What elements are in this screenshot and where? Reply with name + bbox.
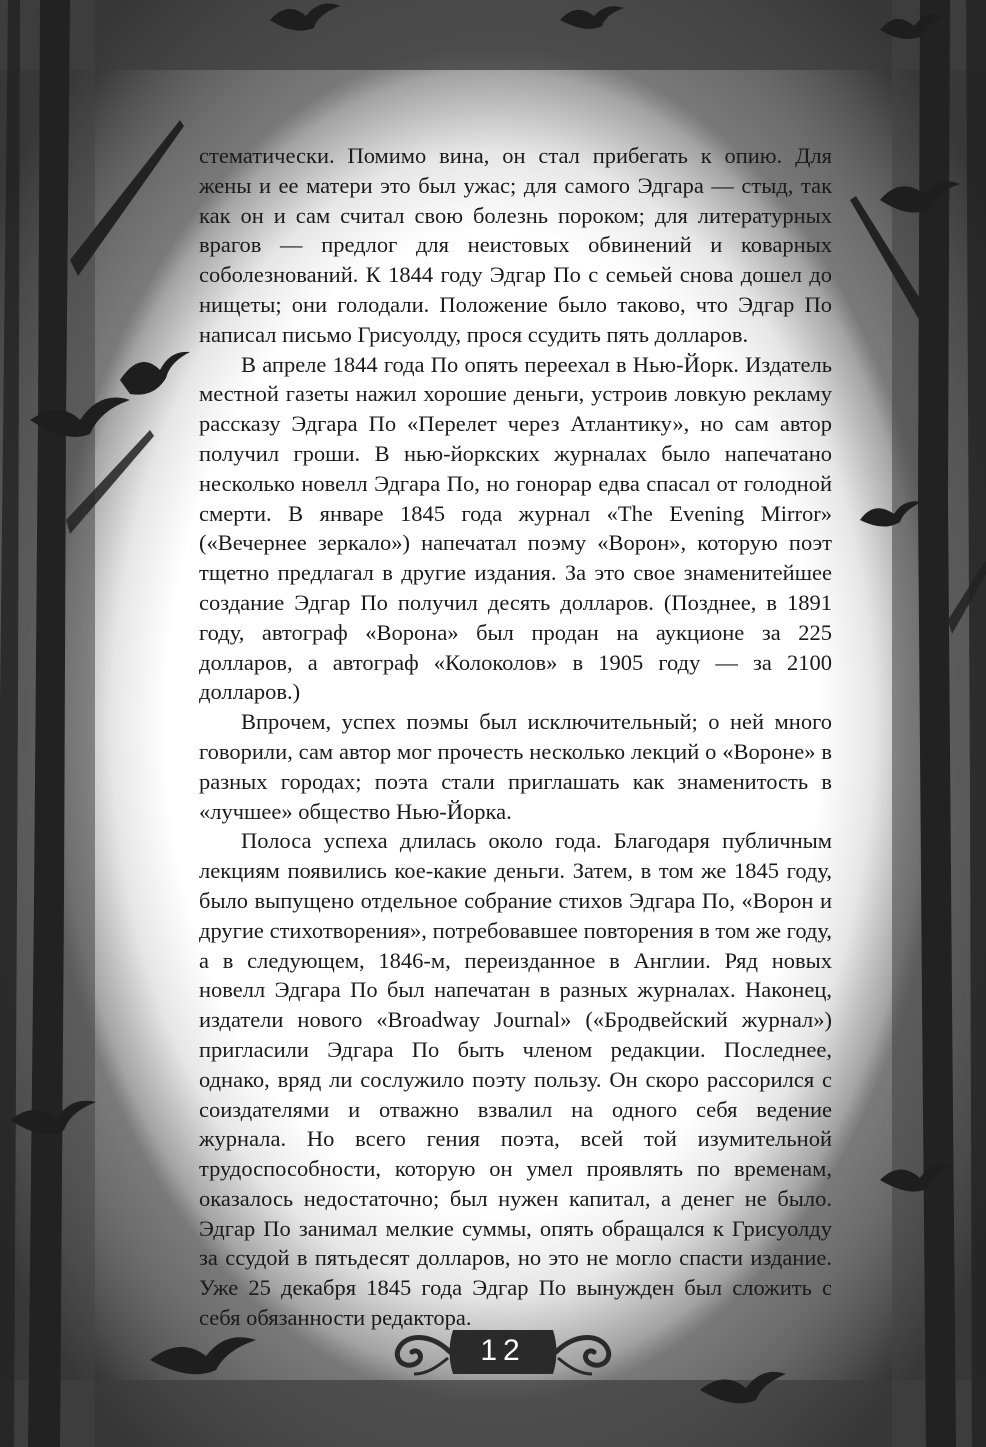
paragraph-3: Впрочем, успех поэмы был исключительный; о ней много говорили, сам автор мог прочесть несколько лекций о «Вороне» в разных городах; поэта стали приглашать как знаменитость в «лучшее» общество Нью-Йорка. <box>199 709 832 824</box>
paragraph-1: стематически. Помимо вина, он стал прибегать к опию. Для жены и ее матери это был ужас; для самого Эдгара — стыд, так как он и сам считал свою болезнь пороком; для литературных врагов — предлог для неистовых обвинений и коварных соболезнований. К 1844 году Эдгар По с семьей снова дошел до нищеты; они голодали. Положение было таково, что Эдгар По написал письмо Грисуолду, прося ссудить пять долларов. <box>199 143 832 347</box>
page-number: 12 <box>480 1334 526 1367</box>
main-text <box>199 141 832 1333</box>
paragraph-4: Полоса успеха длилась около года. Благодаря публичным лекциям появились кое-какие деньги. Затем, в том же 1845 году, было выпущено отдельное собрание стихов Эдгара По, «Ворон и другие стихотворения», потребовавшее повторения в том же году, а в следующем, 1846-м, переизданное в Англии. Ряд новых новелл Эдгара По был напечатан в разных журналах. Наконец, издатели нового «Broadway Journal» («Бродвейский журнал») пригласили Эдгара По быть членом редакции. Последнее, однако, вряд ли сослужило поэту пользу. Он скоро рассорился с соиздателями и отважно взвалил на одного себя ведение журнала. Но всего гения поэта, всей той изумительной трудоспособности, которую он умел проявлять по временам, оказалось недостаточно; был нужен капитал, а денег не было. Эдгар По занимал мелкие суммы, опять обращался к Грисуолду за ссудой в пятьдесят долларов, но это не могло спасти издание. Уже 25 декабря 1845 года Эдгар По вынужден был сложить с себя обязанности редактора. <box>199 828 832 1331</box>
paragraph-2: В апреле 1844 года По опять переехал в Нью-Йорк. Издатель местной газеты нажил хорошие деньги, устроив ловкую рекламу рассказу Эдгара По «Перелет через Атлантику», но сам автор получил гроши. В нью-йоркских журналах было напечатано несколько новелл Эдгара По, но гонорар едва спасал от голодной смерти. В январе 1845 года журнал «The Evening Mirror» («Вечернее зеркало») напечатал поэму «Ворон», которую поэт тщетно предлагал в другие издания. За это свое знаменитейшее создание Эдгар По получил десять долларов. (Позднее, в 1891 году, автограф «Ворона» был продан на аукционе за 225 долларов, а автограф «Колоколов» в 1905 году — за 2100 долларов.) <box>199 351 832 705</box>
